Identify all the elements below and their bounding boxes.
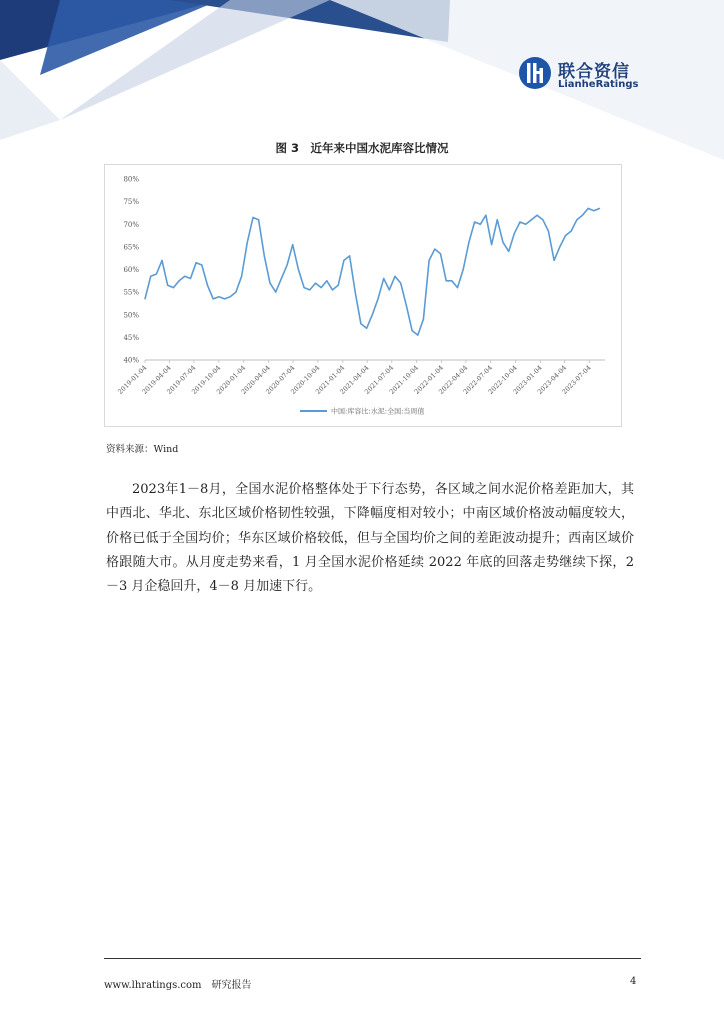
data-point [497, 219, 498, 220]
data-point [394, 276, 395, 277]
data-point [156, 273, 157, 274]
x-tick-label: 2022-04-04 [437, 363, 470, 396]
x-tick-label: 2019-01-04 [116, 363, 149, 396]
lianhe-logo [518, 56, 648, 96]
footer-divider [104, 958, 641, 959]
y-tick-label: 50% [123, 311, 139, 320]
data-point [565, 235, 566, 236]
data-point [519, 221, 520, 222]
data-point [338, 285, 339, 286]
data-point [241, 276, 242, 277]
data-point [252, 217, 253, 218]
logo-chinese-name: 联合资信 [558, 62, 630, 82]
data-point [588, 208, 589, 209]
data-point [446, 280, 447, 281]
data-point [275, 292, 276, 293]
data-point [463, 269, 464, 270]
data-point [213, 298, 214, 299]
data-point [412, 330, 413, 331]
legend-label: 中国:库容比:水泥:全国:当周值 [331, 407, 425, 416]
data-point [576, 219, 577, 220]
data-point [167, 285, 168, 286]
data-point [281, 278, 282, 279]
x-tick-label: 2021-04-04 [338, 363, 371, 396]
data-point [190, 278, 191, 279]
data-point [508, 251, 509, 252]
data-point [451, 280, 452, 281]
x-tick-label: 2020-10-04 [289, 363, 322, 396]
data-point [485, 215, 486, 216]
data-point [173, 287, 174, 288]
x-tick-label: 2021-01-04 [314, 363, 347, 396]
data-point [525, 224, 526, 225]
x-tick-label: 2022-01-04 [412, 363, 445, 396]
line-chart [105, 165, 623, 428]
data-point [554, 260, 555, 261]
data-point [207, 285, 208, 286]
data-point [315, 283, 316, 284]
footer-website: www.lhratings.com 研究报告 [104, 980, 252, 991]
series-line [145, 208, 600, 335]
logo-english-name: LianheRatings [558, 79, 639, 90]
data-point [321, 287, 322, 288]
data-point [400, 283, 401, 284]
data-point [372, 314, 373, 315]
data-point [440, 253, 441, 254]
x-tick-label: 2023-01-04 [511, 363, 544, 396]
data-point [269, 283, 270, 284]
data-point [593, 210, 594, 211]
data-point [360, 323, 361, 324]
x-tick-label: 2020-01-04 [215, 363, 248, 396]
x-tick-label: 2020-04-04 [239, 363, 272, 396]
body-paragraph: 2023年1－8月，全国水泥价格整体处于下行态势，各区域之间水泥价格差距加大，其中西北、华北、东北区域价格韧性较强，下降幅度相对较小；中南区域价格波动幅度较大，价格已低于全国均价；华东区域价格较低，但与全国均价之间的差距波动提升；西南区域价格跟随大市。从月度走势来看，1 月全国水泥价格延续 2022 年底的回落走势继续下探，2－3 月企稳回升，4－8 月加速下行。 [106, 482, 634, 595]
data-point [389, 289, 390, 290]
data-point [468, 242, 469, 243]
data-point [599, 208, 600, 209]
data-point [201, 264, 202, 265]
data-point [343, 260, 344, 261]
data-point [531, 219, 532, 220]
data-point [150, 276, 151, 277]
y-tick-label: 75% [123, 198, 139, 207]
x-tick-label: 2021-07-04 [363, 363, 396, 396]
data-point [377, 298, 378, 299]
x-tick-label: 2021-10-04 [387, 363, 421, 396]
data-point [559, 246, 560, 247]
data-point [287, 264, 288, 265]
y-tick-label: 55% [123, 288, 139, 297]
data-point [491, 244, 492, 245]
y-tick-label: 65% [123, 243, 139, 252]
y-tick-label: 60% [123, 266, 139, 274]
data-point [548, 230, 549, 231]
data-point [349, 255, 350, 256]
data-point [423, 319, 424, 320]
data-point [429, 260, 430, 261]
data-point [218, 296, 219, 297]
data-point [537, 215, 538, 216]
figure-title: 图 3 近年来中国水泥库容比情况 [275, 141, 449, 155]
data-point [264, 255, 265, 256]
data-point [298, 269, 299, 270]
y-tick-label: 45% [123, 333, 139, 342]
data-point [417, 335, 418, 336]
data-point [247, 242, 248, 243]
header-triangle-pale [0, 60, 60, 140]
chart-container [104, 164, 622, 427]
data-point [434, 249, 435, 250]
data-point [161, 260, 162, 261]
data-point [235, 292, 236, 293]
x-tick-label: 2022-07-04 [461, 363, 494, 396]
x-tick-label: 2019-10-04 [190, 363, 223, 396]
data-point [383, 278, 384, 279]
data-point [224, 298, 225, 299]
data-point [480, 224, 481, 225]
data-point [571, 230, 572, 231]
data-point [184, 276, 185, 277]
x-tick-label: 2022-10-04 [486, 363, 519, 396]
y-tick-label: 70% [123, 220, 139, 229]
data-point [179, 280, 180, 281]
data-point [502, 242, 503, 243]
figure-source: 资料来源：Wind [106, 444, 179, 455]
data-point [326, 280, 327, 281]
data-point [474, 221, 475, 222]
data-point [304, 287, 305, 288]
x-tick-label: 2023-04-04 [535, 363, 569, 396]
x-tick-label: 2020-07-04 [264, 363, 297, 396]
data-point [292, 244, 293, 245]
lianhe-logo-icon [518, 56, 552, 90]
data-point [196, 262, 197, 263]
data-point [582, 215, 583, 216]
y-tick-label: 80% [123, 175, 139, 184]
data-point [355, 292, 356, 293]
data-point [406, 305, 407, 306]
data-point [230, 296, 231, 297]
page-number: 4 [630, 976, 637, 987]
data-point [514, 233, 515, 234]
data-point [366, 328, 367, 329]
data-point [309, 289, 310, 290]
data-point [144, 298, 145, 299]
data-point [457, 287, 458, 288]
x-tick-label: 2019-07-04 [165, 363, 198, 396]
data-point [542, 219, 543, 220]
data-point [332, 289, 333, 290]
x-tick-label: 2019-04-04 [140, 363, 173, 396]
y-tick-label: 40% [123, 356, 139, 365]
data-point [258, 219, 259, 220]
x-tick-label: 2023-07-04 [560, 363, 593, 396]
